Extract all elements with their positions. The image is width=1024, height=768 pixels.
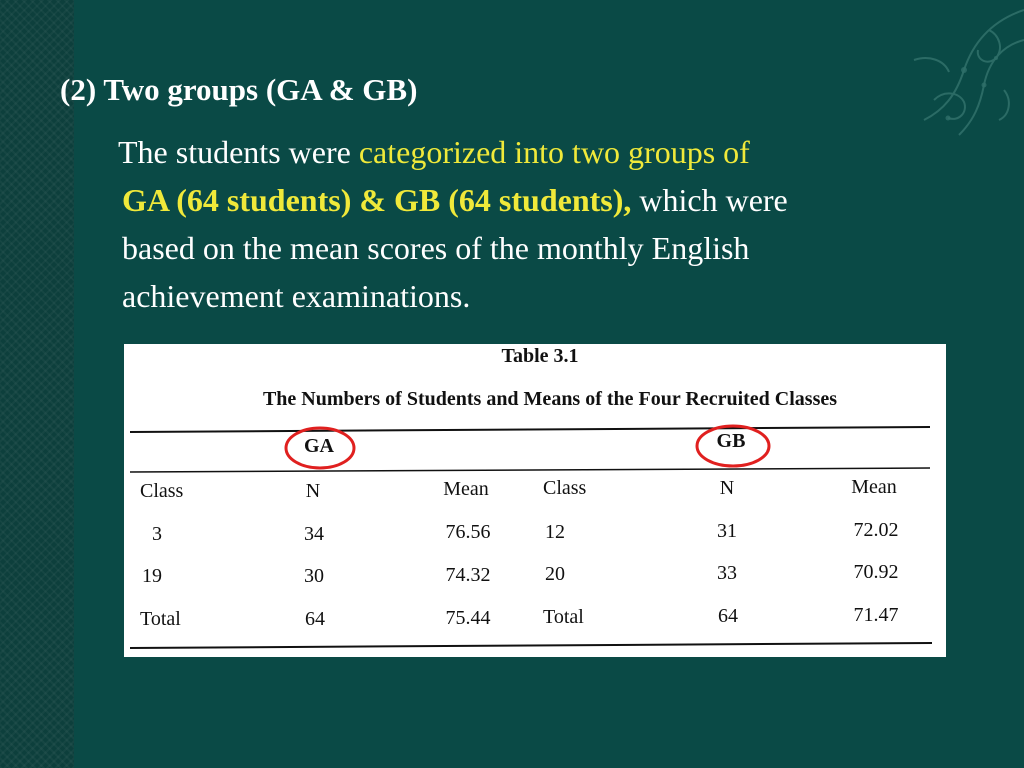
table-number: Table 3.1 bbox=[501, 345, 579, 367]
header-mean-b: Mean bbox=[851, 476, 897, 498]
row2-mean-a: 74.32 bbox=[445, 564, 491, 586]
row1-mean-a: 76.56 bbox=[445, 521, 491, 543]
body-line-2 bbox=[122, 176, 972, 224]
row2-class-b: 20 bbox=[545, 563, 565, 585]
table-top-rule bbox=[130, 427, 930, 432]
group-gb-label: GB bbox=[716, 430, 746, 452]
body-line-2-highlight: GA (64 students) & GB (64 students), bbox=[122, 182, 632, 218]
header-n-a: N bbox=[305, 480, 321, 502]
slide-heading: (2) Two groups (GA & GB) bbox=[60, 72, 418, 107]
table-header-rule bbox=[130, 468, 930, 472]
row3-class-a: Total bbox=[140, 608, 181, 630]
body-line-4: achievement examinations. bbox=[122, 278, 471, 314]
row2-n-b: 33 bbox=[717, 562, 737, 584]
group-ga-label: GA bbox=[304, 435, 334, 457]
row1-n-b: 31 bbox=[717, 520, 737, 542]
row3-mean-a: 75.44 bbox=[445, 607, 491, 629]
header-class-b: Class bbox=[543, 477, 587, 499]
body-line-3: based on the mean scores of the monthly English bbox=[122, 230, 750, 266]
row3-n-a: 64 bbox=[305, 608, 325, 630]
row2-class-a: 19 bbox=[142, 565, 162, 587]
row1-class-a: 3 bbox=[152, 523, 162, 545]
row1-class-b: 12 bbox=[545, 521, 565, 543]
left-pattern-band bbox=[0, 0, 74, 768]
row1-n-a: 34 bbox=[304, 523, 324, 545]
slide-body bbox=[118, 128, 972, 320]
body-line-1-plain: The students were bbox=[118, 134, 359, 170]
header-class-a: Class bbox=[140, 480, 184, 502]
header-mean-a: Mean bbox=[443, 478, 489, 500]
table-3-1 bbox=[124, 344, 946, 657]
row2-n-a: 30 bbox=[304, 565, 324, 587]
table-caption: The Numbers of Students and Means of the Four Recruited Classes bbox=[262, 388, 838, 410]
table-image-panel bbox=[124, 344, 946, 657]
header-n-b: N bbox=[719, 477, 735, 499]
row3-mean-b: 71.47 bbox=[853, 604, 899, 626]
table-bottom-rule bbox=[130, 643, 932, 648]
body-line-2-plain: which were bbox=[631, 182, 788, 218]
body-line-1 bbox=[118, 128, 972, 176]
row3-class-b: Total bbox=[543, 606, 584, 628]
row3-n-b: 64 bbox=[718, 605, 738, 627]
body-line-1-highlight: categorized into two groups of bbox=[358, 134, 750, 170]
row1-mean-b: 72.02 bbox=[853, 519, 899, 541]
row2-mean-b: 70.92 bbox=[853, 561, 899, 583]
